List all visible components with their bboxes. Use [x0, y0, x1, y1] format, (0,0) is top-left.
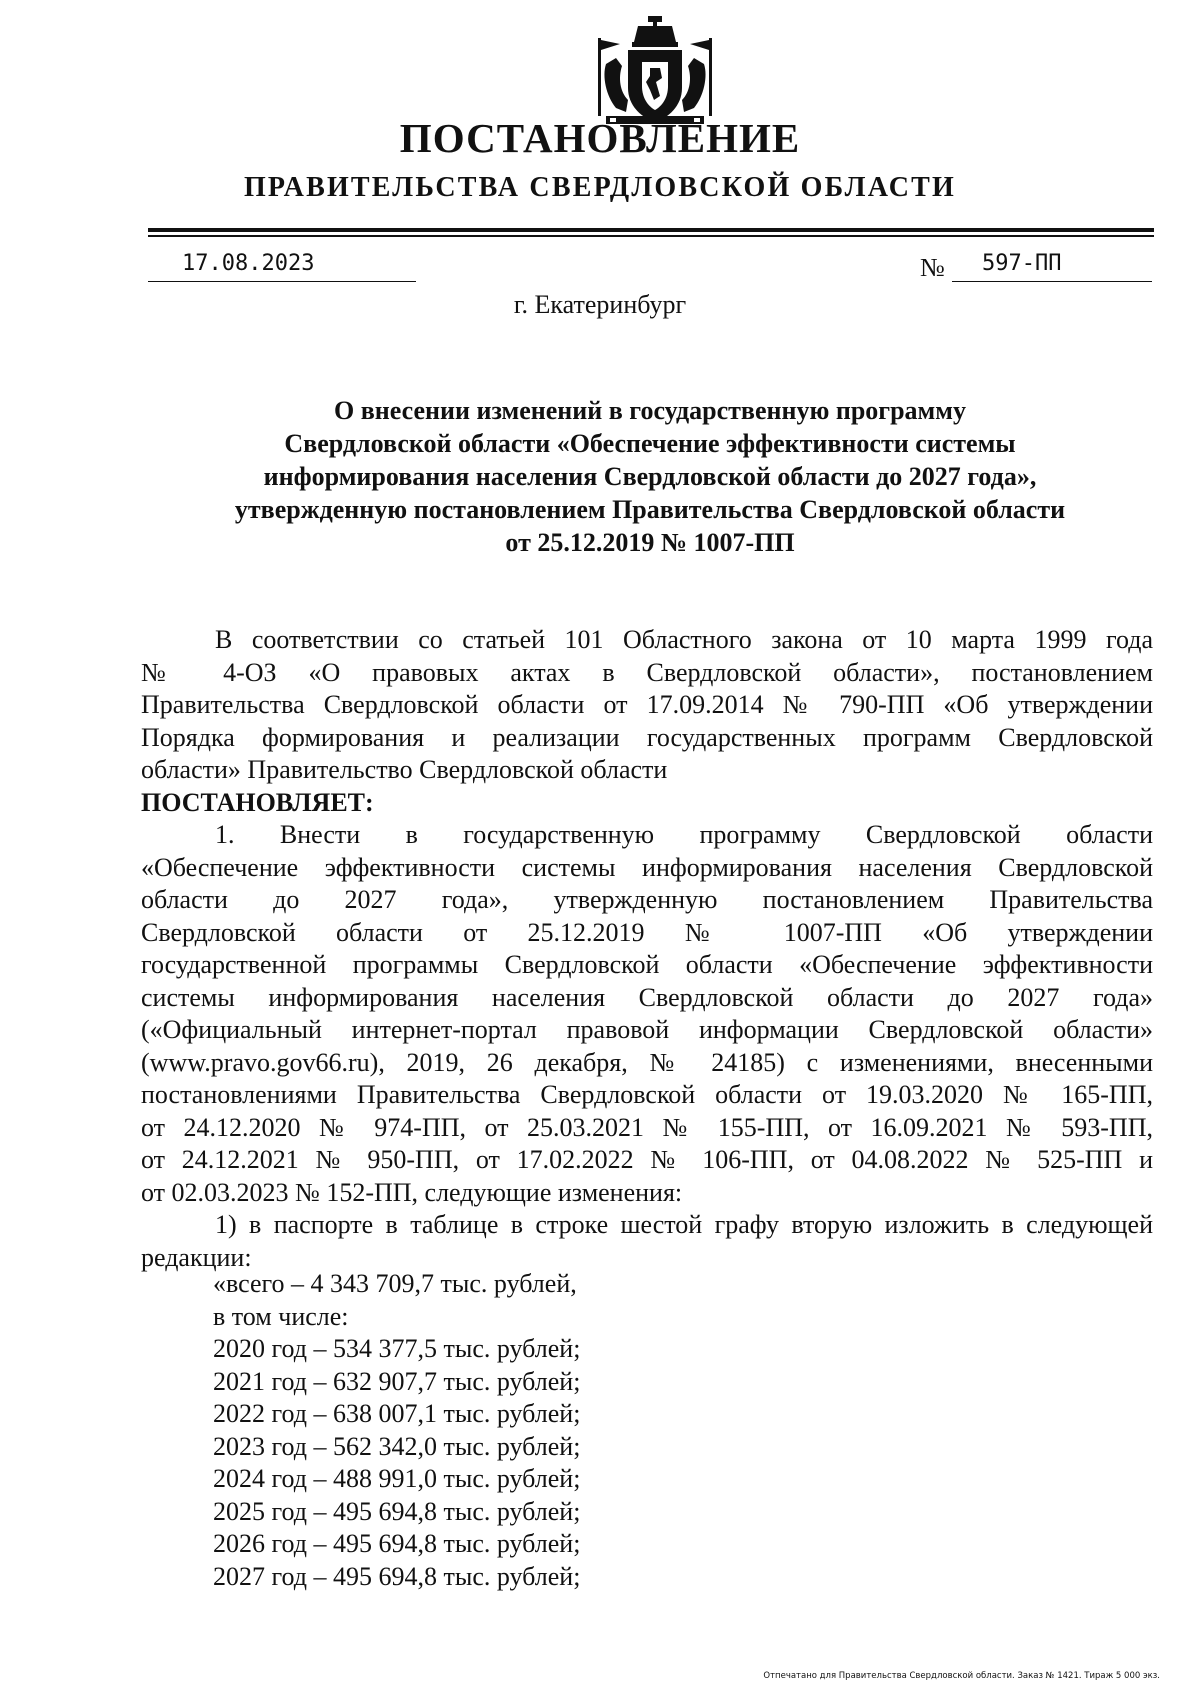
funding-line: 2027 год – 495 694,8 тыс. рублей;	[213, 1561, 581, 1591]
document-number: 597-ПП	[952, 248, 1152, 282]
item-1-line: государственной программы Свердловской области «Обеспечение эффективности	[141, 950, 1153, 979]
title-line: информирования населения Свердловской области до 2027 года»,	[263, 462, 1037, 491]
item-1-line: от 24.12.2020 № 974-ПП, от 25.03.2021 № 155-ПП, от 16.09.2021 № 593-ПП,	[141, 1112, 1153, 1142]
funding-line: 2021 год – 632 907,7 тыс. рублей;	[213, 1366, 581, 1396]
funding-line: в том числе:	[213, 1301, 349, 1331]
funding-list	[213, 1268, 580, 1593]
item-1-line: от 02.03.2023 № 152-ПП, следующие изменения:	[141, 1177, 683, 1207]
title-line: О внесении изменений в государственную программу	[334, 396, 966, 425]
item-1-line: от 24.12.2021 № 950-ПП, от 17.02.2022 № 106-ПП, от 04.08.2022 № 525-ПП и	[141, 1145, 1153, 1174]
header-rule-thin	[148, 235, 1154, 237]
item-1-line: («Официальный интернет-портал правовой информации Свердловской области»	[141, 1015, 1153, 1044]
funding-line: 2026 год – 495 694,8 тыс. рублей;	[213, 1529, 581, 1558]
item-1-line: «Обеспечение эффективности системы информирования населения Свердловской	[141, 852, 1153, 882]
title-line: Свердловской области «Обеспечение эффективности системы	[284, 429, 1016, 458]
number-sign: №	[920, 253, 945, 282]
item-1-line: Свердловской области от 25.12.2019 № 1007-ПП «Об утверждении	[141, 917, 1153, 947]
city: г. Екатеринбург	[513, 290, 687, 319]
preamble-line: области» Правительство Свердловской области	[141, 755, 668, 784]
preamble-line: В соответствии со статьей 101 Областного закона от 10 марта 1999 года	[215, 625, 1153, 654]
document-body	[141, 624, 1153, 1274]
organization-name: ПРАВИТЕЛЬСТВА СВЕРДЛОВСКОЙ ОБЛАСТИ	[243, 172, 957, 203]
funding-line: 2025 год – 495 694,8 тыс. рублей;	[213, 1496, 581, 1526]
preamble-line: № 4-ОЗ «О правовых актах в Свердловской области», постановлением	[141, 657, 1153, 687]
item-1-line: (www.pravo.gov66.ru), 2019, 26 декабря, № 24185) с изменениями, внесенными	[141, 1047, 1153, 1077]
funding-line: 2022 год – 638 007,1 тыс. рублей;	[213, 1399, 581, 1428]
subitem-1-line: 1) в паспорте в таблице в строке шестой графу вторую изложить в следующей	[215, 1210, 1153, 1239]
preamble-line: Порядка формирования и реализации государственных программ Свердловской	[141, 722, 1153, 752]
item-1-line: 1. Внести в государственную программу Свердловской области	[215, 820, 1153, 849]
coat-of-arms-icon	[580, 16, 730, 128]
item-1-line: постановлениями Правительства Свердловской области от 19.03.2020 № 165-ПП,	[141, 1080, 1153, 1109]
funding-line: 2020 год – 534 377,5 тыс. рублей;	[213, 1334, 581, 1363]
document-date: 17.08.2023	[148, 248, 416, 282]
funding-line: «всего – 4 343 709,7 тыс. рублей,	[213, 1269, 577, 1298]
preamble-line: Правительства Свердловской области от 17.09.2014 № 790-ПП «Об утверждении	[141, 690, 1153, 719]
header-rule-thick	[148, 228, 1154, 232]
funding-line: 2024 год – 488 991,0 тыс. рублей;	[213, 1464, 581, 1493]
item-1-line: области до 2027 года», утвержденную постановлением Правительства	[141, 885, 1153, 914]
print-footer: Отпечатано для Правительства Свердловской области. Заказ № 1421. Тираж 5 000 экз.	[763, 1671, 1160, 1681]
title-line: от 25.12.2019 № 1007-ПП	[505, 528, 795, 557]
document-title	[140, 394, 1160, 559]
resolves-heading: ПОСТАНОВЛЯЕТ:	[141, 787, 374, 817]
document-type: ПОСТАНОВЛЕНИЕ	[399, 115, 801, 161]
item-1-line: системы информирования населения Свердловской области до 2027 года»	[141, 982, 1153, 1012]
title-line: утвержденную постановлением Правительства Свердловской области	[234, 495, 1066, 524]
funding-line: 2023 год – 562 342,0 тыс. рублей;	[213, 1431, 581, 1461]
subitem-1-line: редакции:	[141, 1242, 252, 1272]
